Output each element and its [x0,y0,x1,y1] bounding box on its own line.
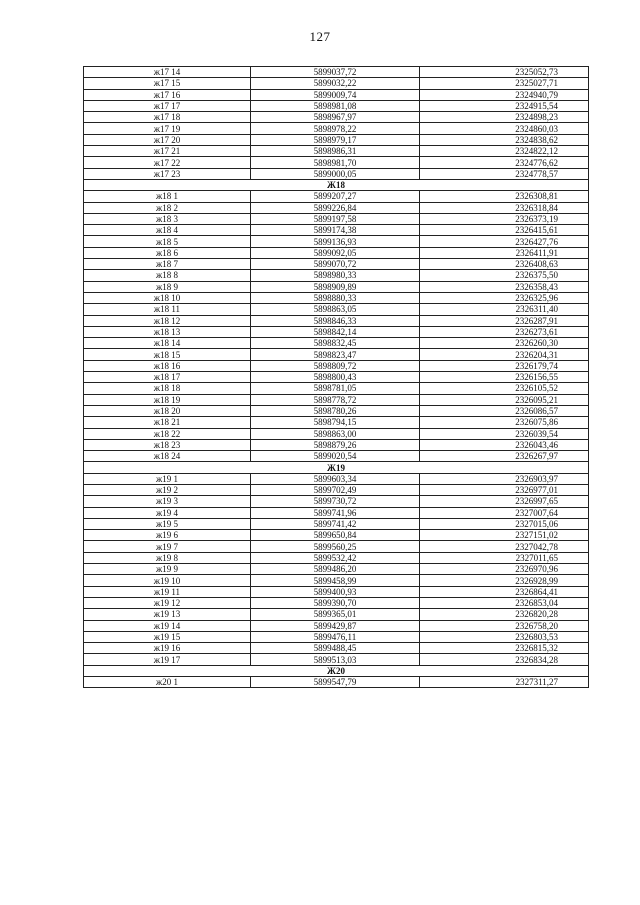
x-coordinate-cell: 5899092,05 [251,247,420,258]
y-coordinate-cell: 2326373,19 [420,213,589,224]
x-coordinate-cell: 5899741,96 [251,507,420,518]
point-id-cell: ж18 14 [84,338,251,349]
y-coordinate-cell: 2326408,63 [420,259,589,270]
section-heading-row [84,665,589,676]
table-row [84,134,589,145]
point-id-cell: ж19 13 [84,609,251,620]
point-id-cell: ж17 14 [84,67,251,78]
table-row [84,360,589,371]
table-row [84,372,589,383]
table-row [84,451,589,462]
table-row [84,620,589,631]
x-coordinate-cell: 5899513,03 [251,654,420,665]
point-id-cell: ж19 15 [84,631,251,642]
point-id-cell: ж19 14 [84,620,251,631]
table-row [84,530,589,541]
point-id-cell: ж18 17 [84,372,251,383]
y-coordinate-cell: 2326375,50 [420,270,589,281]
x-coordinate-cell: 5898979,17 [251,134,420,145]
x-coordinate-cell: 5899532,42 [251,552,420,563]
point-id-cell: ж19 6 [84,530,251,541]
y-coordinate-cell: 2326287,91 [420,315,589,326]
x-coordinate-cell: 5898781,05 [251,383,420,394]
y-coordinate-cell: 2324776,62 [420,157,589,168]
x-coordinate-cell: 5899650,84 [251,530,420,541]
y-coordinate-cell: 2327042,78 [420,541,589,552]
x-coordinate-cell: 5898863,00 [251,428,420,439]
point-id-cell: ж18 10 [84,292,251,303]
point-id-cell: ж19 4 [84,507,251,518]
coordinates-table [83,66,589,688]
y-coordinate-cell: 2324860,03 [420,123,589,134]
section-heading-row [84,462,589,473]
y-coordinate-cell: 2326411,91 [420,247,589,258]
table-row [84,439,589,450]
y-coordinate-cell: 2326997,65 [420,496,589,507]
point-id-cell: ж18 2 [84,202,251,213]
y-coordinate-cell: 2326820,28 [420,609,589,620]
table-row [84,213,589,224]
table-row [84,654,589,665]
y-coordinate-cell: 2324822,12 [420,146,589,157]
point-id-cell: ж18 13 [84,326,251,337]
x-coordinate-cell: 5899009,74 [251,89,420,100]
x-coordinate-cell: 5899365,01 [251,609,420,620]
table-row [84,484,589,495]
table-row [84,236,589,247]
y-coordinate-cell: 2324898,23 [420,112,589,123]
x-coordinate-cell: 5898981,08 [251,100,420,111]
table-row [84,315,589,326]
point-id-cell: ж17 20 [84,134,251,145]
table-row [84,304,589,315]
table-row [84,552,589,563]
point-id-cell: ж18 4 [84,225,251,236]
table-row [84,631,589,642]
x-coordinate-cell: 5899207,27 [251,191,420,202]
x-coordinate-cell: 5898832,45 [251,338,420,349]
y-coordinate-cell: 2326853,04 [420,597,589,608]
y-coordinate-cell: 2326204,31 [420,349,589,360]
table-row [84,202,589,213]
y-coordinate-cell: 2326928,99 [420,575,589,586]
point-id-cell: ж18 21 [84,417,251,428]
x-coordinate-cell: 5899390,70 [251,597,420,608]
table-row [84,496,589,507]
point-id-cell: ж19 3 [84,496,251,507]
y-coordinate-cell: 2327007,64 [420,507,589,518]
x-coordinate-cell: 5899476,11 [251,631,420,642]
x-coordinate-cell: 5899226,84 [251,202,420,213]
table-row [84,473,589,484]
table-row [84,417,589,428]
y-coordinate-cell: 2326815,32 [420,643,589,654]
table-row [84,586,589,597]
point-id-cell: ж17 23 [84,168,251,179]
point-id-cell: ж18 6 [84,247,251,258]
x-coordinate-cell: 5898880,33 [251,292,420,303]
table-row [84,518,589,529]
y-coordinate-cell: 2325052,73 [420,67,589,78]
point-id-cell: ж18 1 [84,191,251,202]
point-id-cell: ж19 16 [84,643,251,654]
table-row [84,507,589,518]
table-row [84,157,589,168]
point-id-cell: ж17 16 [84,89,251,100]
point-id-cell: ж19 2 [84,484,251,495]
point-id-cell: ж17 22 [84,157,251,168]
y-coordinate-cell: 2326039,54 [420,428,589,439]
table-row [84,338,589,349]
point-id-cell: ж18 5 [84,236,251,247]
point-id-cell: ж19 10 [84,575,251,586]
point-id-cell: ж17 21 [84,146,251,157]
y-coordinate-cell: 2327311,27 [420,677,589,688]
table-row [84,270,589,281]
x-coordinate-cell: 5899603,34 [251,473,420,484]
x-coordinate-cell: 5899037,72 [251,67,420,78]
y-coordinate-cell: 2326105,52 [420,383,589,394]
y-coordinate-cell: 2326043,46 [420,439,589,450]
y-coordinate-cell: 2326156,55 [420,372,589,383]
x-coordinate-cell: 5898842,14 [251,326,420,337]
point-id-cell: ж18 7 [84,259,251,270]
point-id-cell: ж17 19 [84,123,251,134]
table-row [84,564,589,575]
table-row [84,168,589,179]
x-coordinate-cell: 5899070,72 [251,259,420,270]
table-row [84,428,589,439]
point-id-cell: ж19 12 [84,597,251,608]
table-row [84,597,589,608]
x-coordinate-cell: 5898986,31 [251,146,420,157]
y-coordinate-cell: 2326179,74 [420,360,589,371]
x-coordinate-cell: 5898909,89 [251,281,420,292]
point-id-cell: ж19 17 [84,654,251,665]
y-coordinate-cell: 2326415,61 [420,225,589,236]
point-id-cell: ж18 20 [84,405,251,416]
y-coordinate-cell: 2326318,84 [420,202,589,213]
table-row [84,225,589,236]
y-coordinate-cell: 2327011,65 [420,552,589,563]
point-id-cell: ж19 8 [84,552,251,563]
table-row [84,349,589,360]
table-row [84,281,589,292]
point-id-cell: ж19 9 [84,564,251,575]
table-row [84,67,589,78]
x-coordinate-cell: 5899741,42 [251,518,420,529]
point-id-cell: ж18 12 [84,315,251,326]
y-coordinate-cell: 2326758,20 [420,620,589,631]
x-coordinate-cell: 5898846,33 [251,315,420,326]
point-id-cell: ж17 15 [84,78,251,89]
point-id-cell: ж18 3 [84,213,251,224]
y-coordinate-cell: 2326325,96 [420,292,589,303]
y-coordinate-cell: 2326267,97 [420,451,589,462]
y-coordinate-cell: 2326427,76 [420,236,589,247]
point-id-cell: ж18 9 [84,281,251,292]
y-coordinate-cell: 2326358,43 [420,281,589,292]
x-coordinate-cell: 5898978,22 [251,123,420,134]
y-coordinate-cell: 2326977,01 [420,484,589,495]
x-coordinate-cell: 5898823,47 [251,349,420,360]
x-coordinate-cell: 5899020,54 [251,451,420,462]
x-coordinate-cell: 5899458,99 [251,575,420,586]
table-row [84,292,589,303]
coordinates-table-body [84,67,589,688]
x-coordinate-cell: 5899702,49 [251,484,420,495]
table-row [84,146,589,157]
table-row [84,643,589,654]
table-row [84,575,589,586]
section-heading-row [84,179,589,190]
y-coordinate-cell: 2324778,57 [420,168,589,179]
table-row [84,383,589,394]
point-id-cell: ж19 1 [84,473,251,484]
x-coordinate-cell: 5898809,72 [251,360,420,371]
y-coordinate-cell: 2326803,53 [420,631,589,642]
x-coordinate-cell: 5898980,33 [251,270,420,281]
point-id-cell: ж18 19 [84,394,251,405]
point-id-cell: ж17 17 [84,100,251,111]
y-coordinate-cell: 2327015,06 [420,518,589,529]
table-row [84,677,589,688]
x-coordinate-cell: 5899400,93 [251,586,420,597]
y-coordinate-cell: 2326311,40 [420,304,589,315]
x-coordinate-cell: 5899197,58 [251,213,420,224]
x-coordinate-cell: 5898794,15 [251,417,420,428]
table-row [84,259,589,270]
point-id-cell: ж18 15 [84,349,251,360]
table-row [84,78,589,89]
point-id-cell: ж19 11 [84,586,251,597]
y-coordinate-cell: 2326095,21 [420,394,589,405]
x-coordinate-cell: 5898863,05 [251,304,420,315]
table-row [84,405,589,416]
y-coordinate-cell: 2324915,54 [420,100,589,111]
y-coordinate-cell: 2324940,79 [420,89,589,100]
x-coordinate-cell: 5899488,45 [251,643,420,654]
y-coordinate-cell: 2326308,81 [420,191,589,202]
x-coordinate-cell: 5898967,97 [251,112,420,123]
x-coordinate-cell: 5899547,79 [251,677,420,688]
point-id-cell: ж19 5 [84,518,251,529]
point-id-cell: ж18 16 [84,360,251,371]
x-coordinate-cell: 5899000,05 [251,168,420,179]
x-coordinate-cell: 5899174,38 [251,225,420,236]
x-coordinate-cell: 5899429,87 [251,620,420,631]
y-coordinate-cell: 2326864,41 [420,586,589,597]
point-id-cell: ж18 24 [84,451,251,462]
y-coordinate-cell: 2326075,86 [420,417,589,428]
y-coordinate-cell: 2326260,30 [420,338,589,349]
section-heading: Ж19 [84,462,589,473]
point-id-cell: ж18 23 [84,439,251,450]
table-row [84,247,589,258]
table-row [84,609,589,620]
x-coordinate-cell: 5899730,72 [251,496,420,507]
table-row [84,394,589,405]
x-coordinate-cell: 5898800,43 [251,372,420,383]
table-row [84,89,589,100]
section-heading: Ж18 [84,179,589,190]
y-coordinate-cell: 2325027,71 [420,78,589,89]
point-id-cell: ж18 8 [84,270,251,281]
x-coordinate-cell: 5898981,70 [251,157,420,168]
page-number: 127 [309,29,331,44]
x-coordinate-cell: 5899486,20 [251,564,420,575]
y-coordinate-cell: 2327151,02 [420,530,589,541]
point-id-cell: ж19 7 [84,541,251,552]
table-row [84,326,589,337]
y-coordinate-cell: 2326086,57 [420,405,589,416]
table-row [84,123,589,134]
x-coordinate-cell: 5899136,93 [251,236,420,247]
x-coordinate-cell: 5898778,72 [251,394,420,405]
point-id-cell: ж18 11 [84,304,251,315]
point-id-cell: ж18 18 [84,383,251,394]
x-coordinate-cell: 5898879,26 [251,439,420,450]
table-row [84,100,589,111]
x-coordinate-cell: 5899032,22 [251,78,420,89]
y-coordinate-cell: 2326834,28 [420,654,589,665]
table-row [84,541,589,552]
table-row [84,191,589,202]
y-coordinate-cell: 2326970,96 [420,564,589,575]
point-id-cell: ж20 1 [84,677,251,688]
x-coordinate-cell: 5898780,26 [251,405,420,416]
y-coordinate-cell: 2326903,97 [420,473,589,484]
table-row [84,112,589,123]
point-id-cell: ж17 18 [84,112,251,123]
y-coordinate-cell: 2324838,62 [420,134,589,145]
point-id-cell: ж18 22 [84,428,251,439]
y-coordinate-cell: 2326273,61 [420,326,589,337]
x-coordinate-cell: 5899560,25 [251,541,420,552]
section-heading: Ж20 [84,665,589,676]
